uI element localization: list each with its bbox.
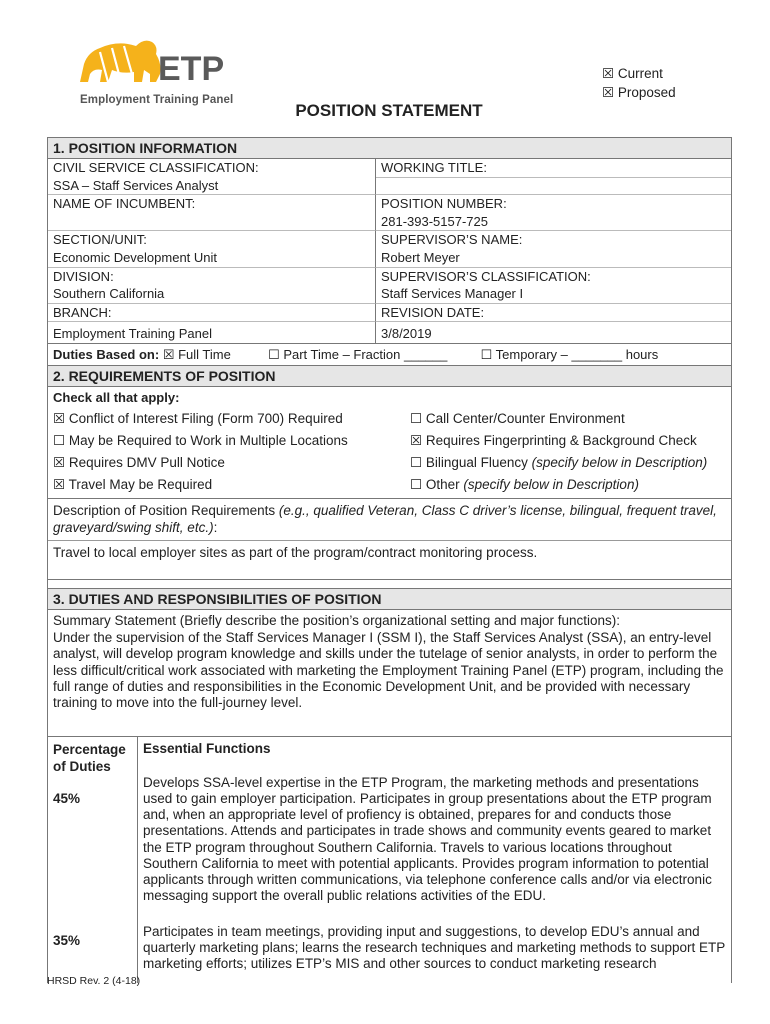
summary-label: Summary Statement (Briefly describe the position’s organizational setting and major functions):	[53, 613, 621, 629]
logo-letters: ETP	[158, 50, 225, 88]
incumbent-label: NAME OF INCUMBENT:	[48, 194, 376, 213]
civil-service-label: CIVIL SERVICE CLASSIFICATION:	[48, 159, 376, 177]
req-bilingual[interactable]: ☐ Bilingual Fluency (specify below in Description)	[410, 454, 708, 470]
section-label: SECTION/UNIT:	[48, 230, 376, 249]
requirements-list	[48, 387, 731, 499]
duty-text-1[interactable]: Develops SSA-level expertise in the ETP Program, the marketing methods and presentations used to gain employer participation. Participates in group presentations about the ETP program and, when an appropriate level of profiency is obtained, prepares for and conducts those presentations. Attends and participates in trade shows and community events geared to market the ETP program throughout Southern California. Travels to various locations throughout Southern California to meet with potential applicants. Provides program information to potential applicants through written communications, via telephone conference calls and/or via electronic messaging support the overall public relations activities of the EDU.	[143, 774, 712, 904]
supervisor-value[interactable]: Robert Meyer	[381, 249, 460, 265]
revision-label: REVISION DATE:	[376, 303, 731, 322]
part-time-checkbox[interactable]: ☐ Part Time – Fraction ______	[268, 346, 448, 362]
section3-heading: 3. DUTIES AND RESPONSIBILITIES OF POSITION	[48, 588, 731, 610]
summary-text[interactable]: Under the supervision of the Staff Services Manager I (SSM I), the Staff Services Analyst (SSA), an entry-level analyst, will develop program knowledge and skills under the tutelage of senior analysts, in order to perform the less difficult/critical work associated with marketing the Employment Training Panel (ETP) program, including the full range of duties and responsibilities in the Economic Development Unit, and be provided with necessary training to move into the full-journey level.	[53, 629, 724, 711]
form-revision-footer: HRSD Rev. 2 (4-18)	[47, 975, 141, 987]
position-info-grid	[48, 159, 731, 343]
req-call-center[interactable]: ☐ Call Center/Counter Environment	[410, 410, 625, 426]
req-other[interactable]: ☐ Other (specify below in Description)	[410, 476, 639, 492]
current-checkbox[interactable]: ☒ Current	[602, 66, 663, 81]
supervisor-class-value[interactable]: Staff Services Manager I	[381, 286, 524, 302]
proposed-checkbox[interactable]: ☒ Proposed	[602, 85, 676, 100]
working-title-label: WORKING TITLE:	[381, 160, 487, 175]
duty-percentage-1[interactable]: 45%	[53, 790, 81, 806]
requirements-description-value[interactable]: Travel to local employer sites as part of the program/contract monitoring process.	[48, 541, 731, 581]
position-number-label: POSITION NUMBER:	[376, 194, 731, 213]
duties-table	[48, 737, 731, 983]
page-title: POSITION STATEMENT	[295, 101, 483, 120]
essential-functions-heading: Essential Functions	[143, 740, 271, 756]
logo-text: Employment Training Panel	[80, 94, 234, 106]
supervisor-class-label: SUPERVISOR’S CLASSIFICATION:	[376, 267, 731, 286]
status-checks	[602, 64, 676, 102]
percentage-column	[48, 737, 138, 983]
division-label: DIVISION:	[48, 267, 376, 286]
percentage-heading: Percentage of Duties	[53, 741, 126, 774]
division-value[interactable]: Southern California	[48, 285, 376, 303]
duties-based-label: Duties Based on:	[53, 346, 160, 362]
req-fingerprinting[interactable]: ☒ Requires Fingerprinting & Background Check	[410, 432, 697, 448]
duties-based-row	[48, 343, 731, 366]
duty-text-2[interactable]: Participates in team meetings, providing input and suggestions, to develop EDU’s annual and quarterly marketing plans; learns the research techniques and marketing methods to support ETP marketing efforts; utilizes ETP’s MIS and other sources to conduct marketing research	[143, 923, 726, 972]
position-number-value[interactable]: 281-393-5157-725	[381, 213, 488, 229]
working-title-value[interactable]	[376, 177, 731, 195]
duty-percentage-2[interactable]: 35%	[53, 932, 81, 948]
req-travel[interactable]: ☒ Travel May be Required	[53, 476, 213, 492]
branch-label: BRANCH:	[48, 303, 376, 322]
section1-heading: 1. POSITION INFORMATION	[48, 138, 731, 159]
branch-value[interactable]: Employment Training Panel	[48, 321, 376, 343]
requirements-description-label: Description of Position Requirements (e.g., qualified Veteran, Class C driver’s license, bilingual, frequent travel, graveyard/swing shift, etc.):	[48, 499, 731, 541]
section-value[interactable]: Economic Development Unit	[48, 249, 376, 267]
req-dmv-pull[interactable]: ☒ Requires DMV Pull Notice	[53, 454, 225, 470]
req-conflict-interest[interactable]: ☒ Conflict of Interest Filing (Form 700) Required	[53, 410, 343, 426]
temporary-checkbox[interactable]: ☐ Temporary – _______ hours	[480, 346, 659, 362]
revision-value[interactable]: 3/8/2019	[376, 321, 731, 343]
check-all-label: Check all that apply:	[53, 389, 180, 405]
incumbent-value[interactable]	[48, 213, 376, 231]
section2-heading: 2. REQUIREMENTS OF POSITION	[48, 366, 731, 387]
req-multiple-locations[interactable]: ☐ May be Required to Work in Multiple Locations	[53, 432, 348, 448]
summary-statement	[48, 610, 731, 736]
full-time-checkbox[interactable]: ☒ Full Time	[162, 346, 231, 362]
civil-service-value[interactable]: SSA – Staff Services Analyst	[48, 177, 376, 195]
essential-functions-column	[138, 737, 731, 983]
position-form	[47, 137, 732, 983]
supervisor-label: SUPERVISOR’S NAME:	[376, 230, 731, 249]
bear-icon	[80, 41, 161, 82]
